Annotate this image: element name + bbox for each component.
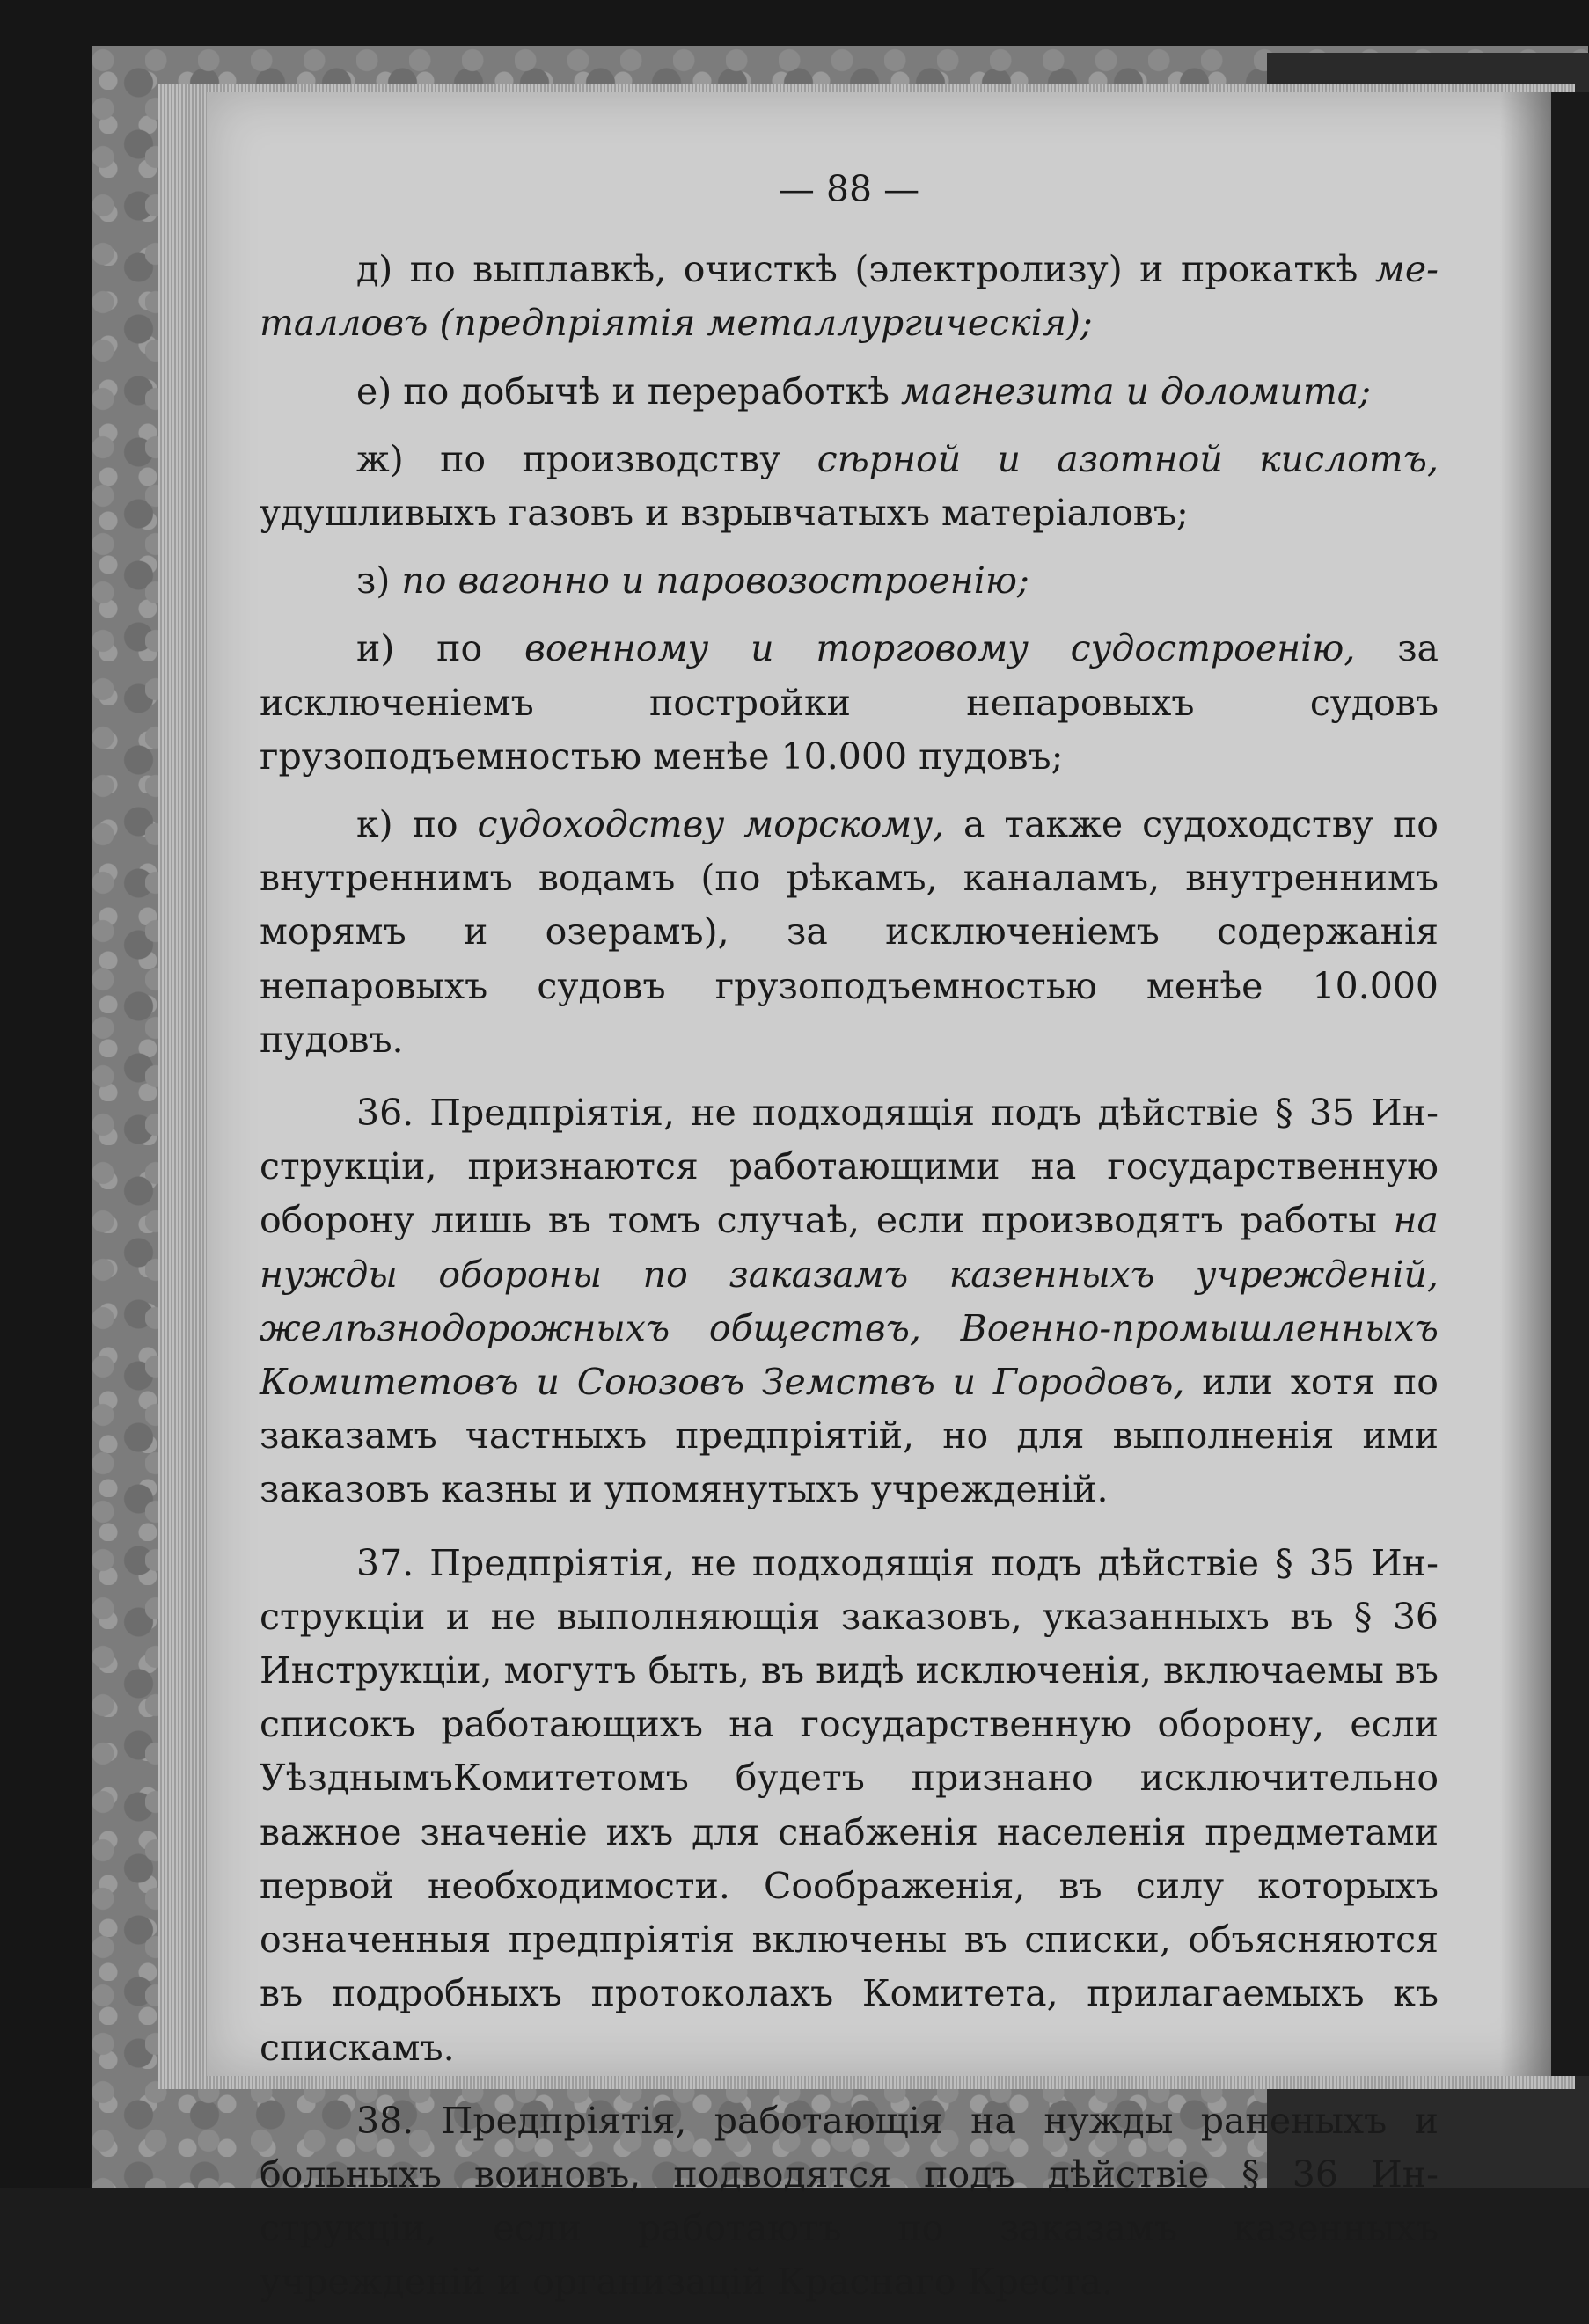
text-run: з) bbox=[356, 559, 402, 603]
text-run: ж) по производству bbox=[356, 437, 817, 480]
paragraph bbox=[260, 433, 1439, 540]
paragraph bbox=[260, 1086, 1439, 1517]
book-page bbox=[207, 92, 1553, 2304]
spine-shadow bbox=[1500, 92, 1553, 2076]
paragraph bbox=[260, 554, 1439, 608]
text-run: за исключеніемъ постройки непаровыхъ судовъ грузоподъемностью менѣе 10.000 пудовъ; bbox=[260, 627, 1439, 778]
text-run: к) по bbox=[356, 803, 478, 846]
text-run: удушливыхъ газовъ и взрывчатыхъ матеріаловъ; bbox=[260, 492, 1189, 535]
italic-text: военному и торговому судостроенію, bbox=[524, 627, 1356, 670]
text-run: д) по выплавкѣ, очисткѣ (электролизу) и прокаткѣ bbox=[356, 248, 1375, 291]
text-run: е) по добычѣ и переработкѣ bbox=[356, 369, 902, 413]
italic-text: сѣрной и азотной кислотъ, bbox=[816, 437, 1439, 480]
text-run: а также судоходству по внутреннимъ водамъ (по рѣкамъ, каналамъ, внутреннимъ морямъ и озерамъ), за исключеніемъ содержанія непаровыхъ судовъ грузоподъемностью менѣе 10.000 пудовъ. bbox=[260, 803, 1439, 1061]
italic-text: судоходству морскому, bbox=[477, 803, 945, 846]
text-run: и) по bbox=[356, 627, 524, 670]
text-run: или хотя по заказамъ частныхъ предпріятій, но для выполненія ими заказовъ казны и упомянутыхъ учрежденій. bbox=[260, 1361, 1439, 1511]
paragraph bbox=[260, 798, 1439, 1067]
italic-text: магнезита и доломита; bbox=[901, 369, 1372, 413]
paragraph-list bbox=[260, 243, 1439, 2309]
paragraph bbox=[260, 243, 1439, 350]
text-run: 36. Предпріятія, не подходящія подъ дѣйствіе § 35 Инструкціи, признаются работающими на государственную оборону лишь въ томъ случаѣ, если производятъ работы bbox=[260, 1092, 1439, 1242]
paragraph bbox=[260, 365, 1439, 419]
page-number: — 88 — bbox=[778, 168, 920, 210]
right-edge-dark bbox=[1551, 92, 1589, 2076]
paragraph bbox=[260, 1537, 1439, 2075]
italic-text: на нужды обороны по заказамъ казенныхъ учрежденій, желѣзнодорожныхъ обществъ, Военно-промышленныхъ Комитетовъ и Союзовъ Земствъ и Городовъ, bbox=[260, 1199, 1439, 1404]
italic-text: металловъ (предпріятія металлургическія); bbox=[260, 248, 1439, 345]
page-text bbox=[260, 163, 1439, 2324]
text-run: 38. Предпріятія, работающія на нужды раненыхъ и больныхъ воиновъ, подводятся подъ дѣйствіе § 36 Инструкціи, если работаютъ по заказамъ казенныхъ учрежденій и организацій Краснаго Креста. bbox=[260, 2099, 1439, 2304]
text-run: 37. Предпріятія, не подходящія подъ дѣйствіе § 35 Инструкціи и не выполняющія заказовъ, указанныхъ въ § 36 Инструкціи, могутъ быть, въ видѣ исключенія, включаемы въ списокъ работающихъ на государственную оборону, если УѣзднымъКомитетомъ будетъ признано исключительно важное значеніе ихъ для снабженія населенія предметами первой необходимости. Соображенія, въ силу которыхъ означенныя предпріятія включены въ списки, объясняются въ подробныхъ протоколахъ Комитета, прилагаемыхъ къ спискамъ. bbox=[260, 1541, 1439, 2069]
paragraph bbox=[260, 2094, 1439, 2310]
paragraph bbox=[260, 622, 1439, 784]
italic-text: по вагонно и паровозостроенію; bbox=[401, 559, 1029, 603]
